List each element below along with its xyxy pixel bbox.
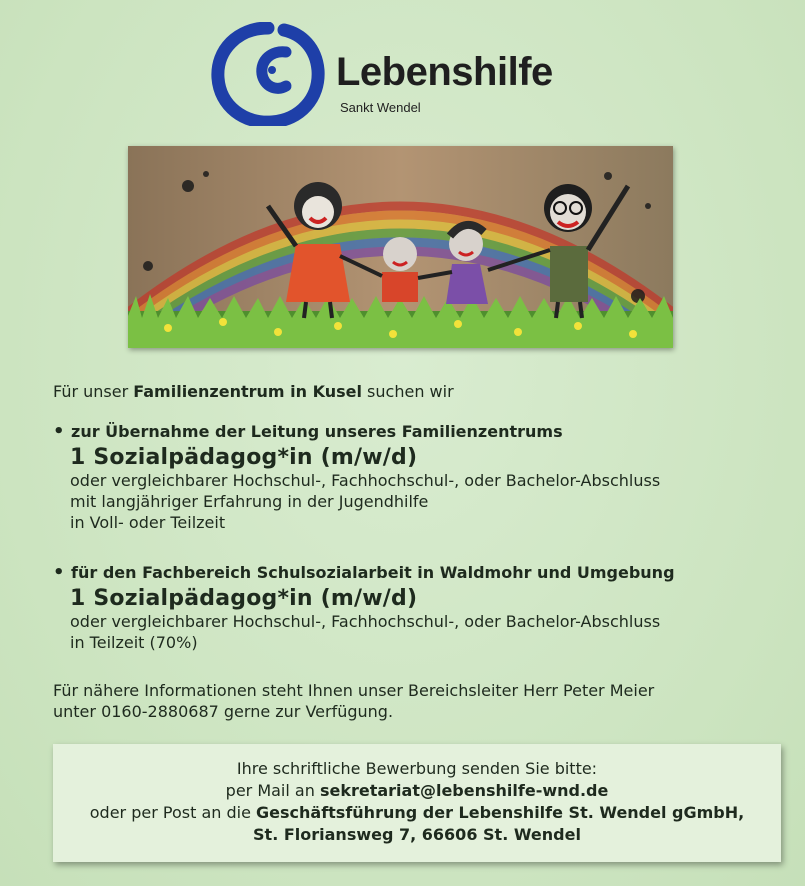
application-box <box>53 744 781 862</box>
job-title: 1 Sozialpädagog*in (m/w/d) <box>70 586 418 611</box>
apply-mail-line <box>53 780 781 802</box>
job-listing <box>53 421 773 533</box>
apply-post-line <box>53 802 781 824</box>
lebenshilfe-logo-icon <box>210 22 330 126</box>
contact-info <box>53 680 654 722</box>
job-title: 1 Sozialpädagog*in (m/w/d) <box>70 445 418 470</box>
apply-email-link[interactable]: sekretariat@lebenshilfe-wnd.de <box>319 781 609 800</box>
job-heading-text: für den Fachbereich Schulsozialarbeit in Waldmohr und Umgebung <box>71 563 675 582</box>
family-illustration <box>128 146 673 348</box>
apply-address-line <box>53 824 781 846</box>
intro-text <box>53 382 454 401</box>
intro-prefix: Für unser <box>53 382 134 401</box>
contact-line: Für nähere Informationen steht Ihnen unser Bereichsleiter Herr Peter Meier <box>53 681 655 700</box>
job-detail: oder vergleichbarer Hochschul-, Fachhochschul-, oder Bachelor-Abschluss <box>70 612 661 631</box>
job-heading <box>53 562 773 583</box>
job-detail: in Teilzeit (70%) <box>70 633 198 652</box>
bullet: • <box>53 421 65 442</box>
logo-name: Lebenshilfe <box>336 50 553 94</box>
job-heading <box>53 421 773 442</box>
contact-line: unter 0160-2880687 gerne zur Verfügung. <box>53 702 394 721</box>
apply-address: St. Floriansweg 7, 66606 St. Wendel <box>253 825 581 844</box>
job-detail: in Voll- oder Teilzeit <box>70 513 226 532</box>
intro-suffix: suchen wir <box>361 382 454 401</box>
job-listing <box>53 562 773 653</box>
apply-mail-prefix: per Mail an <box>225 781 320 800</box>
bullet: • <box>53 562 65 583</box>
logo-subtitle: Sankt Wendel <box>340 100 421 115</box>
job-detail: oder vergleichbarer Hochschul-, Fachhochschul-, oder Bachelor-Abschluss <box>70 471 661 490</box>
job-heading-text: zur Übernahme der Leitung unseres Familienzentrums <box>71 422 563 441</box>
apply-post-org: Geschäftsführung der Lebenshilfe St. Wendel gGmbH, <box>256 803 745 822</box>
intro-location: Familienzentrum in Kusel <box>133 382 362 401</box>
apply-post-prefix: oder per Post an die <box>89 803 257 822</box>
lebenshilfe-logo <box>210 22 610 126</box>
job-detail: mit langjähriger Erfahrung in der Jugendhilfe <box>70 492 429 511</box>
apply-intro: Ihre schriftliche Bewerbung senden Sie bitte: <box>236 759 598 778</box>
